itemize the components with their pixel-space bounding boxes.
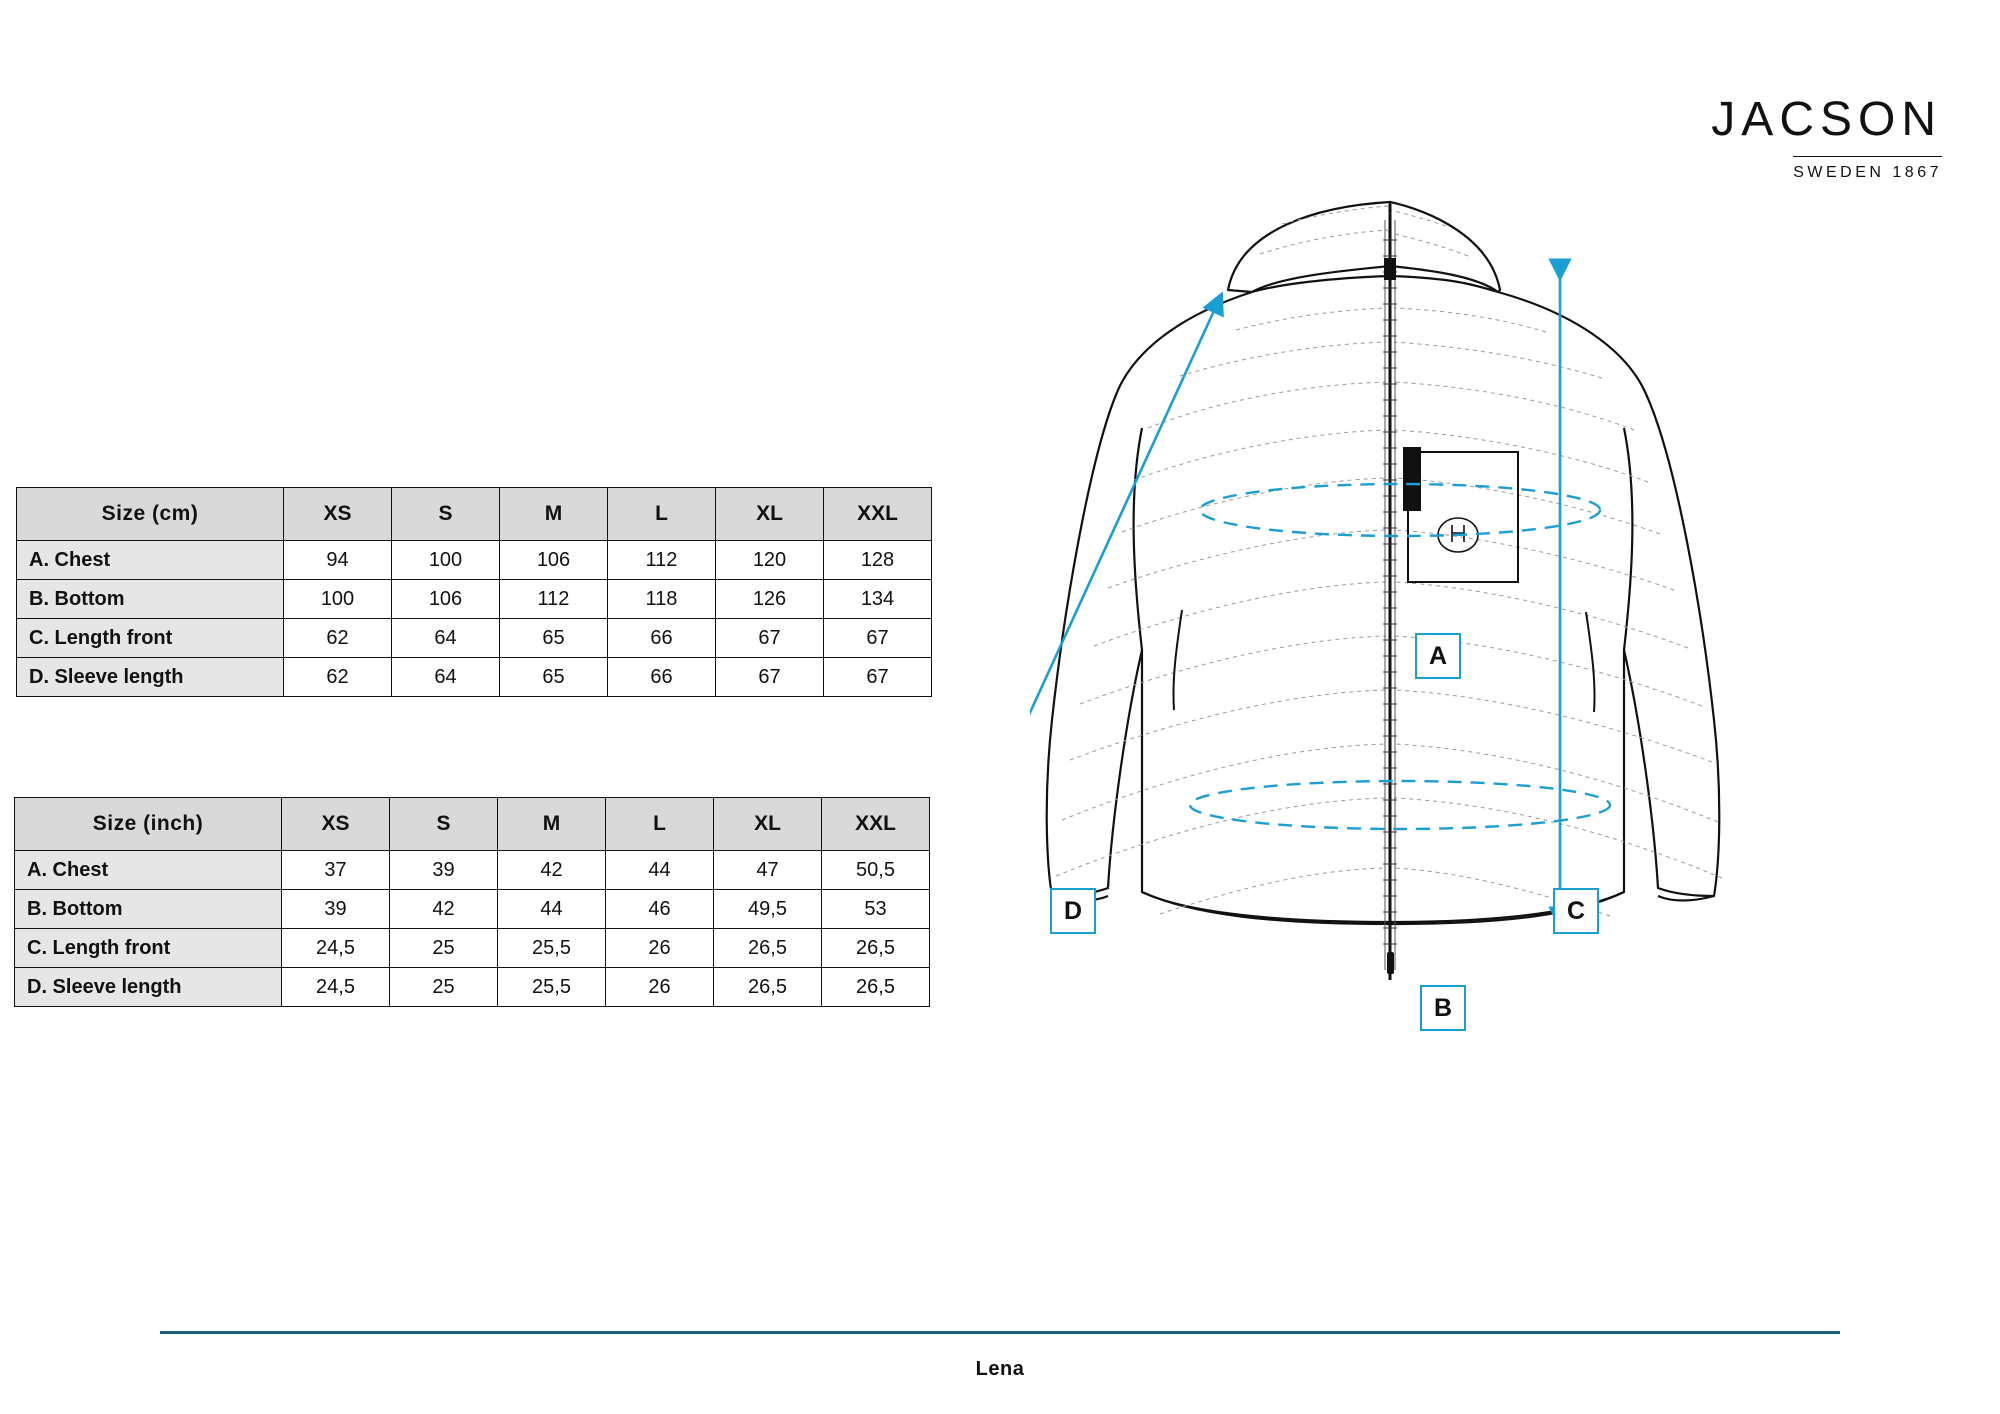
- table-header-xs-inch: XS: [282, 798, 390, 851]
- cell-sleeve-xs: 62: [284, 658, 392, 697]
- cell-sleeve-xxl-inch: 26,5: [822, 968, 930, 1007]
- cell-length-m: 65: [500, 619, 608, 658]
- cell-chest-xxl-inch: 50,5: [822, 851, 930, 890]
- row-label-length-front-inch: C. Length front: [15, 929, 282, 968]
- jacket-illustration: [1030, 180, 1970, 1080]
- table-row: [17, 541, 932, 580]
- table-header-size-label: Size (cm): [17, 488, 284, 541]
- cell-bottom-m: 112: [500, 580, 608, 619]
- table-header-s-inch: S: [390, 798, 498, 851]
- cell-length-xl: 67: [716, 619, 824, 658]
- row-label-bottom: B. Bottom: [17, 580, 284, 619]
- table-header-l: L: [608, 488, 716, 541]
- table-row: [15, 890, 930, 929]
- product-name: Lena: [975, 1358, 1025, 1380]
- cell-sleeve-s: 64: [392, 658, 500, 697]
- table-header-s: S: [392, 488, 500, 541]
- cell-bottom-xl-inch: 49,5: [714, 890, 822, 929]
- cell-length-xl-inch: 26,5: [714, 929, 822, 968]
- cell-length-xs-inch: 24,5: [282, 929, 390, 968]
- cell-length-l-inch: 26: [606, 929, 714, 968]
- cell-chest-s: 100: [392, 541, 500, 580]
- brand-logo: [1711, 93, 1942, 182]
- brand-tagline: SWEDEN 1867: [1793, 156, 1942, 182]
- table-header-m: M: [500, 488, 608, 541]
- cell-sleeve-l: 66: [608, 658, 716, 697]
- cell-sleeve-xl: 67: [716, 658, 824, 697]
- cell-chest-s-inch: 39: [390, 851, 498, 890]
- cell-bottom-xxl-inch: 53: [822, 890, 930, 929]
- table-header-row: [15, 798, 930, 851]
- table-header-xxl-inch: XXL: [822, 798, 930, 851]
- footer-divider: [160, 1331, 1840, 1334]
- cell-sleeve-s-inch: 25: [390, 968, 498, 1007]
- cell-bottom-xxl: 134: [824, 580, 932, 619]
- cell-bottom-xs-inch: 39: [282, 890, 390, 929]
- table-row: [15, 929, 930, 968]
- cell-bottom-s: 106: [392, 580, 500, 619]
- cell-length-xxl-inch: 26,5: [822, 929, 930, 968]
- cell-sleeve-l-inch: 26: [606, 968, 714, 1007]
- cell-chest-m: 106: [500, 541, 608, 580]
- callout-c: C: [1553, 888, 1599, 934]
- cell-length-s: 64: [392, 619, 500, 658]
- cell-bottom-xl: 126: [716, 580, 824, 619]
- table-header-l-inch: L: [606, 798, 714, 851]
- cell-length-l: 66: [608, 619, 716, 658]
- cell-sleeve-xxl: 67: [824, 658, 932, 697]
- cell-bottom-l-inch: 46: [606, 890, 714, 929]
- cell-sleeve-xs-inch: 24,5: [282, 968, 390, 1007]
- row-label-length-front: C. Length front: [17, 619, 284, 658]
- row-label-bottom-inch: B. Bottom: [15, 890, 282, 929]
- cell-bottom-l: 118: [608, 580, 716, 619]
- cell-length-xxl: 67: [824, 619, 932, 658]
- size-table-cm: [16, 487, 932, 697]
- cell-chest-xs-inch: 37: [282, 851, 390, 890]
- callout-a: A: [1415, 633, 1461, 679]
- table-header-xl-inch: XL: [714, 798, 822, 851]
- table-row: [15, 851, 930, 890]
- cell-length-xs: 62: [284, 619, 392, 658]
- table-header-xs: XS: [284, 488, 392, 541]
- cell-length-s-inch: 25: [390, 929, 498, 968]
- zipper: [1383, 204, 1397, 980]
- callout-b: B: [1420, 985, 1466, 1031]
- table-header-xl: XL: [716, 488, 824, 541]
- size-table-inch: [14, 797, 930, 1007]
- table-header-row: [17, 488, 932, 541]
- row-label-chest: A. Chest: [17, 541, 284, 580]
- cell-sleeve-m: 65: [500, 658, 608, 697]
- cell-bottom-m-inch: 44: [498, 890, 606, 929]
- brand-name: JACSON: [1711, 93, 1942, 146]
- cell-chest-xl: 120: [716, 541, 824, 580]
- table-row: [17, 658, 932, 697]
- row-label-chest-inch: A. Chest: [15, 851, 282, 890]
- cell-chest-m-inch: 42: [498, 851, 606, 890]
- table-header-size-label-inch: Size (inch): [15, 798, 282, 851]
- cell-sleeve-xl-inch: 26,5: [714, 968, 822, 1007]
- table-header-xxl: XXL: [824, 488, 932, 541]
- table-row: [15, 968, 930, 1007]
- callout-d: D: [1050, 888, 1096, 934]
- table-row: [17, 619, 932, 658]
- row-label-sleeve-length: D. Sleeve length: [17, 658, 284, 697]
- cell-bottom-xs: 100: [284, 580, 392, 619]
- cell-bottom-s-inch: 42: [390, 890, 498, 929]
- table-row: [17, 580, 932, 619]
- cell-chest-xl-inch: 47: [714, 851, 822, 890]
- cell-chest-l-inch: 44: [606, 851, 714, 890]
- cell-chest-l: 112: [608, 541, 716, 580]
- row-label-sleeve-length-inch: D. Sleeve length: [15, 968, 282, 1007]
- cell-length-m-inch: 25,5: [498, 929, 606, 968]
- cell-chest-xxl: 128: [824, 541, 932, 580]
- cell-sleeve-m-inch: 25,5: [498, 968, 606, 1007]
- table-header-m-inch: M: [498, 798, 606, 851]
- cell-chest-xs: 94: [284, 541, 392, 580]
